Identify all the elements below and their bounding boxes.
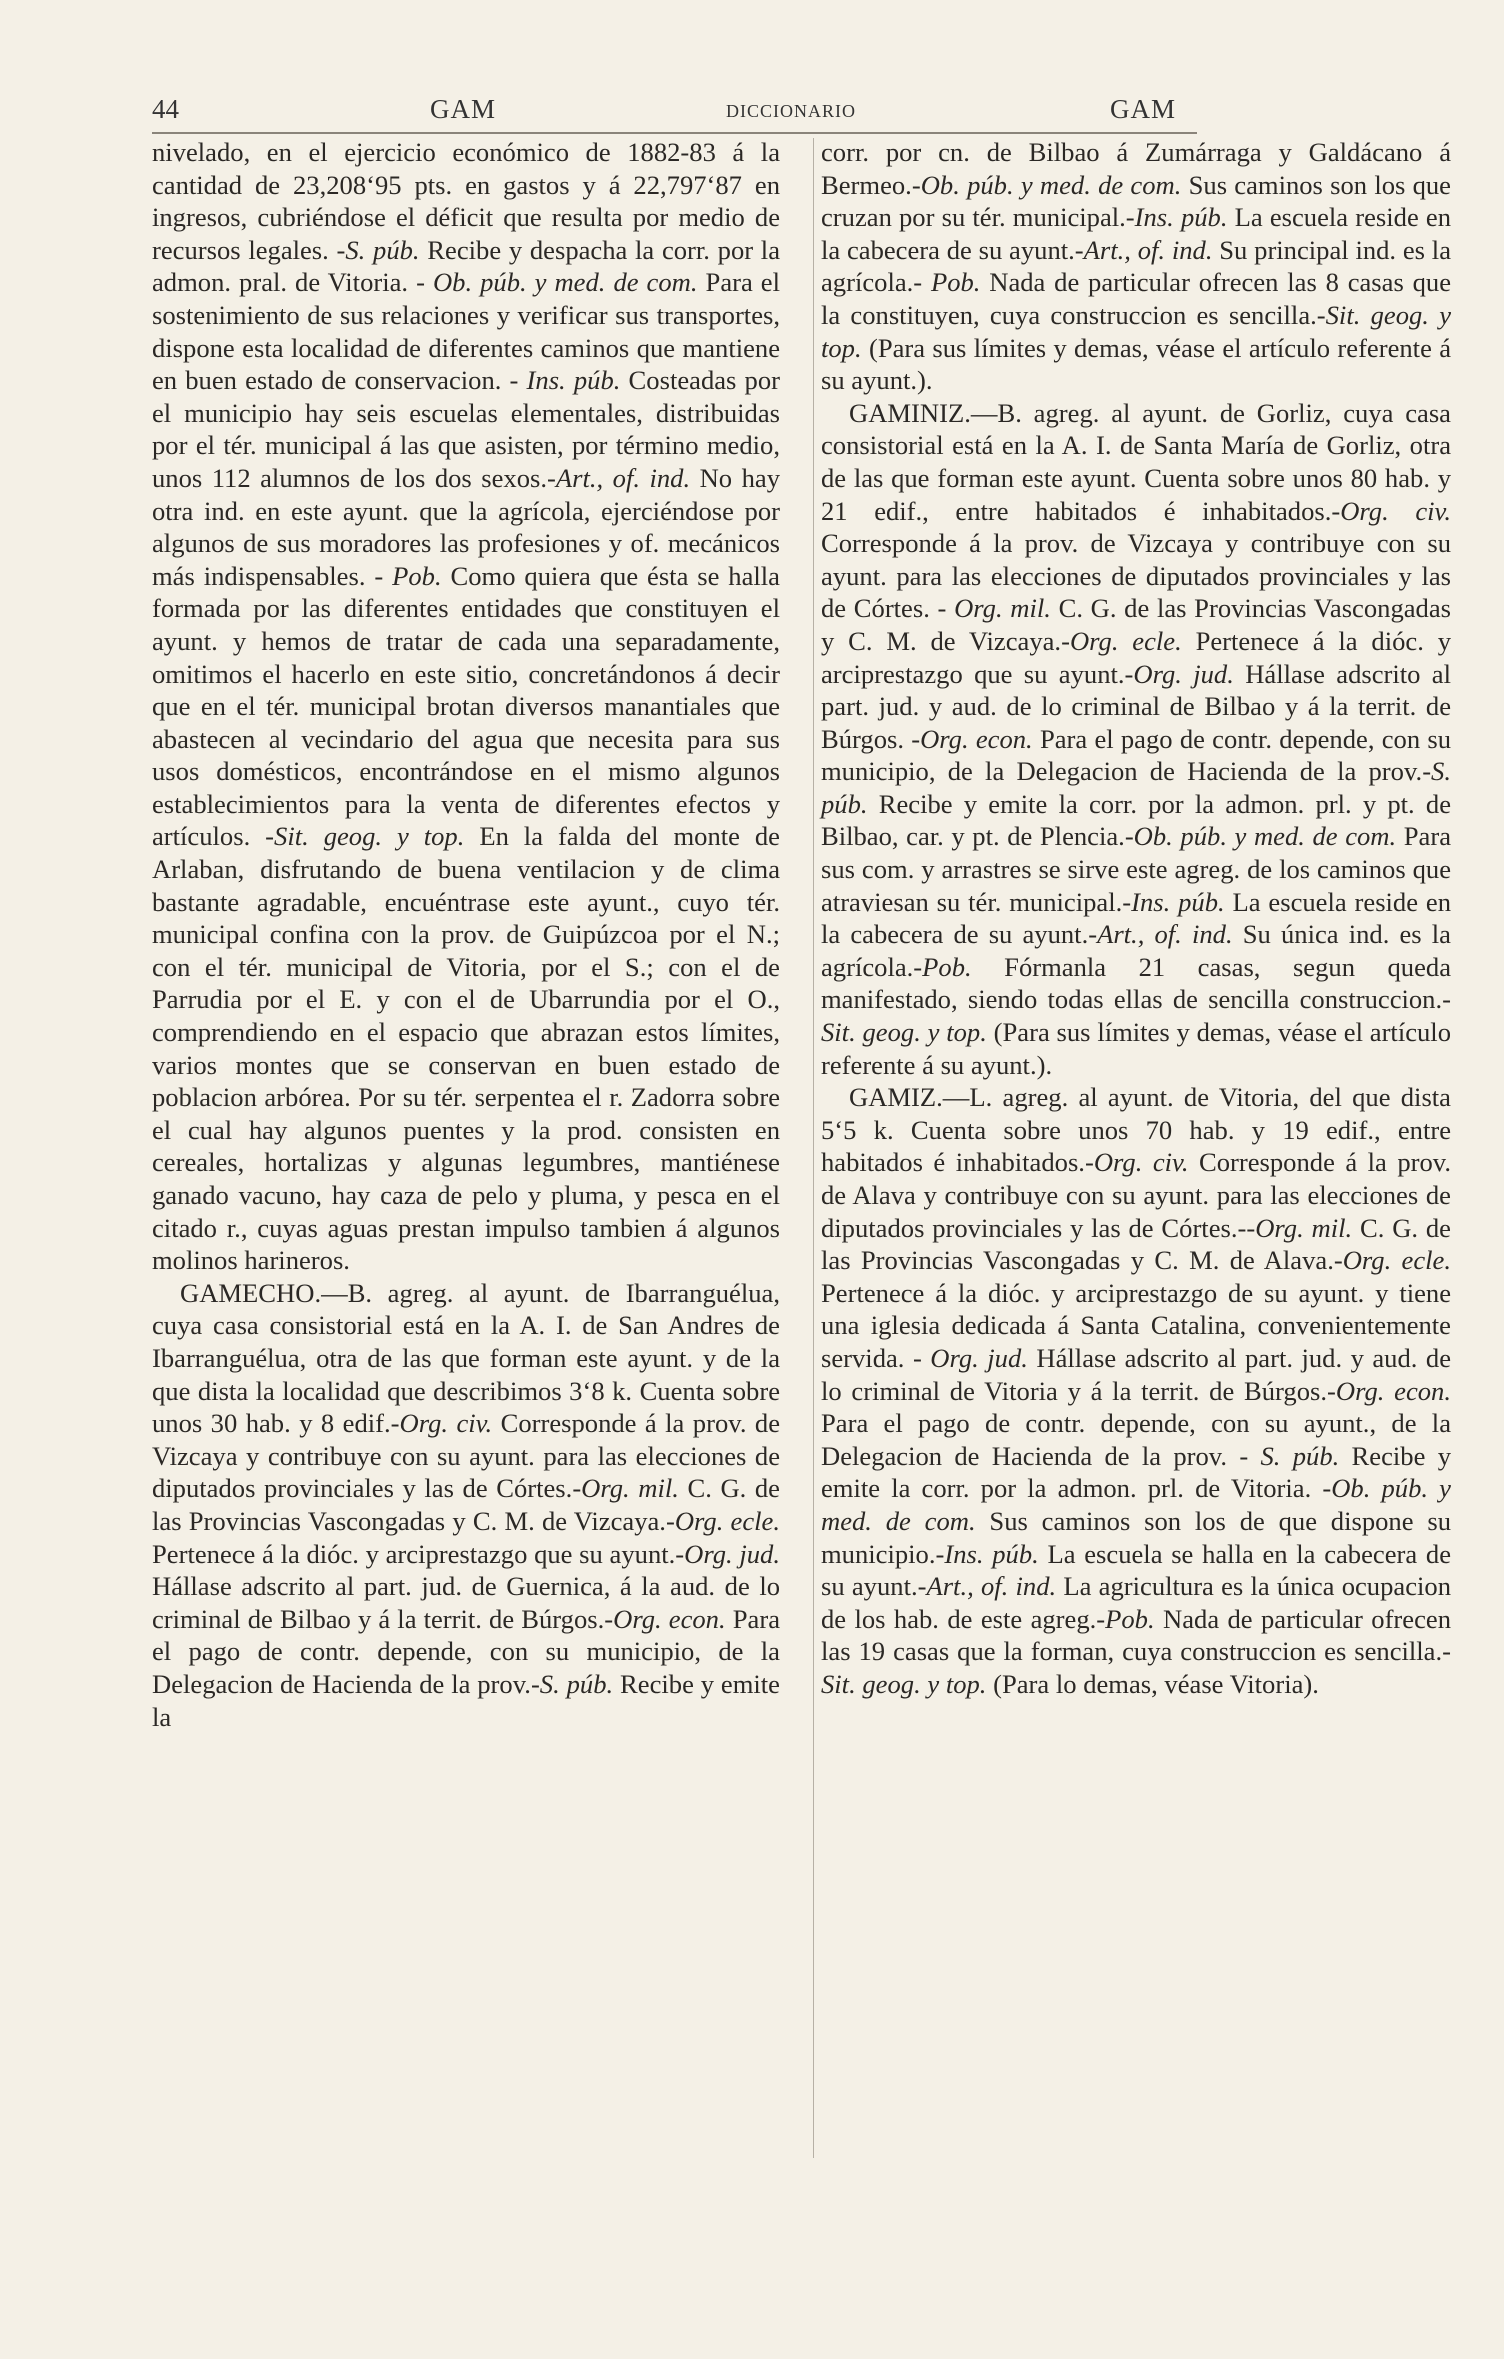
section-label: -Org. econ. xyxy=(911,723,1033,754)
entry-continuation xyxy=(152,136,780,1277)
entry-gamiz xyxy=(821,1081,1451,1700)
section-label: -Ins. púb. xyxy=(935,1538,1039,1569)
text-run: Para el sostenimiento de sus relaciones y verificar sus transportes, dispone esta localidad de diferentes caminos que mantiene en buen estado de conservacion. xyxy=(152,267,780,396)
text-run: Sus caminos son los de que dispone su municipio. xyxy=(821,1505,1451,1569)
text-run: Para el pago de contr. depende, con su ayunt., de la Delegacion de Hacienda de la prov. xyxy=(821,1408,1451,1471)
section-label: - Pob. xyxy=(913,267,981,298)
section-label: - Ins. púb. xyxy=(509,365,621,396)
section-label: -S. púb. xyxy=(336,234,420,265)
text-run: Para sus com. y arrastres se sirve este agreg. de los caminos que atraviesan su tér. municipal. xyxy=(821,821,1452,917)
text-run: C. G. de las Provincias Vascongadas y C. M. de Vizcaya. xyxy=(821,593,1452,656)
entry-continuation-right xyxy=(821,136,1451,397)
text-run: Recibe y emite la xyxy=(152,1668,780,1732)
section-label: --Org. mil. xyxy=(1237,1212,1353,1243)
right-column xyxy=(821,136,1451,1701)
section-label: -Org. econ. xyxy=(604,1603,726,1634)
text-run: Corresponde á la prov. de Vizcaya y contribuye con su ayunt. para las elecciones de diputados provinciales y las de Córtes. xyxy=(152,1408,781,1504)
text-run: Sus caminos son los que cruzan por su tér. municipal. xyxy=(821,169,1451,233)
section-label: -Org. civ. xyxy=(1084,1147,1189,1178)
column-divider xyxy=(813,138,814,2158)
section-label: - Pob. xyxy=(374,560,442,591)
text-run: Su principal ind. es la agrícola. xyxy=(821,234,1451,298)
text-run: La agricultura es la única ocupacion de los hab. de este agreg. xyxy=(821,1571,1451,1634)
text-run: En la falda del monte de Arlaban, disfrutando de buena ventilacion y de clima bastante agradable, encuéntrase este ayunt., cuyo tér. municipal confina con la prov. de Guipúzcoa por el N.; con el tér. municipal de Vitoria, por el S.; con el de Parrudia por el E. y con el de Ubarrundia por el O., comprendiendo en el espacio que abrazan estos límites, varios montes que se conservan en buen estado de poblacion arbórea. Por su tér. serpentea el r. Zadorra sobre el cual hay algunos puentes y la prod. consisten en cereales, hortalizas y algunas legumbres, mantiénese ganado vacuno, hay caza de pelo y pluma, y pesca en el citado r., cuyas aguas prestan impulso tambien á algunos molinos harineros. xyxy=(152,821,780,1276)
section-label: -Sit. geog. y top. xyxy=(821,299,1451,363)
page-header xyxy=(152,94,1197,134)
text-run: Recibe y despacha la corr. por la admon. pral. de Vitoria. xyxy=(152,234,781,298)
text-run: (Para sus límites y demas, véase el artículo referente á su ayunt.). xyxy=(821,332,1451,396)
text-run: corr. por cn. de Bilbao á Zumárraga y Galdácano á Bermeo. xyxy=(821,137,1451,200)
left-column xyxy=(152,136,780,1733)
section-label: -Org. ecle. xyxy=(1061,625,1182,656)
section-label: -S. púb. xyxy=(821,756,1451,819)
right-guide-word: GAM xyxy=(1110,94,1177,124)
section-label: -Pob. xyxy=(913,951,972,982)
section-label: -Art., of. ind. xyxy=(917,1571,1057,1602)
section-label: -Org. ecle. xyxy=(1333,1245,1452,1276)
section-label: -Org. mil. xyxy=(572,1473,679,1504)
text-run: Para el pago de contr. depende, con su municipio, de la Delegacion de Hacienda de la prov. xyxy=(152,1603,780,1699)
section-label: -Org. ecle. xyxy=(665,1505,781,1536)
text-run: GAMECHO.—B. agreg. al ayunt. de Ibarranguélua, cuya casa consistorial está en la A. I. de San Andres de Ibarranguélua, otra de las que forman este ayunt. y de la que dista la localidad que describimos 3‘8 k. Cuenta sobre unos 30 hab. y 8 edif. xyxy=(152,1277,780,1439)
left-guide-word: GAM xyxy=(430,94,497,124)
text-run: La escuela reside en la cabecera de su ayunt. xyxy=(821,202,1451,265)
section-label: -Ins. púb. xyxy=(1122,886,1225,917)
section-label: -Sit. geog. y top. xyxy=(821,1636,1451,1699)
section-label: -Org. civ. xyxy=(390,1408,493,1439)
section-label: -Sit. geog. y top. xyxy=(265,821,465,852)
section-label: -Ob. púb. y med. de com. xyxy=(1124,821,1397,852)
text-run: C. G. de las Provincias Vascongadas y C. M. de Vizcaya. xyxy=(152,1473,780,1536)
text-run: Hállase adscrito al part. jud. y aud. de lo criminal de Vitoria y á la territ. de Búrgos. xyxy=(821,1342,1452,1406)
text-run: (Para lo demas, véase Vitoria). xyxy=(986,1668,1319,1699)
text-run: La escuela se halla en la cabecera de su ayunt. xyxy=(821,1538,1451,1602)
text-run: GAMINIZ.—B. agreg. al ayunt. de Gorliz, cuya casa consistorial está en la A. I. de Santa María de Gorliz, otra de las que forman este ayunt. Cuenta sobre unos 80 hab. y 21 edif., entre habitados é inhabitados. xyxy=(821,397,1451,526)
entry-gamecho xyxy=(152,1277,780,1733)
section-label: -Ob. púb. y med. de com. xyxy=(911,169,1182,200)
text-run: Para el pago de contr. depende, con su municipio, de la Delegacion de Hacienda de la prov. xyxy=(821,723,1451,787)
section-label: -Org. jud. xyxy=(675,1538,780,1569)
text-run: No hay otra ind. en este ayunt. que la agrícola, ejerciéndose por algunos de sus moradores las profesiones y of. mecánicos más indispensables. xyxy=(152,462,780,591)
text-run: Corresponde á la prov. de Vizcaya y contribuye con su ayunt. para las elecciones de diputados provinciales y las de Córtes. xyxy=(821,528,1451,624)
section-label: -Art., of. ind. xyxy=(1088,919,1233,950)
text-run: Nada de particular ofrecen las 19 casas que la forman, cuya construccion es sencilla. xyxy=(821,1603,1451,1667)
header-rule xyxy=(152,132,1197,134)
text-run: GAMIZ.—L. agreg. al ayunt. de Vitoria, del que dista 5‘5 k. Cuenta sobre unos 70 hab. y 19 edif., entre habitados é inhabitados. xyxy=(821,1082,1451,1178)
entry-gaminiz xyxy=(821,397,1451,1081)
text-run: Recibe y emite la corr. por la admon. prl. y pt. de Bilbao, car. y pt. de Plencia. xyxy=(821,788,1451,852)
text-run: Fórmanla 21 casas, segun queda manifestado, siendo todas ellas de sencilla construccion. xyxy=(821,951,1451,1015)
text-run: (Para sus límites y demas, véase el artículo referente á su ayunt.). xyxy=(821,1017,1451,1080)
section-label: -Org. jud. xyxy=(1124,658,1234,689)
text-run: Hállase adscrito al part. jud. y aud. de lo criminal de Bilbao y á la territ. de Búrgos. xyxy=(821,658,1451,754)
text-run: Pertenece á la dióc. y arciprestazgo que su ayunt. xyxy=(821,625,1451,689)
text-run: Pertenece á la dióc. y arciprestazgo de su ayunt. y tiene una iglesia dedicada á Santa Catalina, convenientemente servida. xyxy=(821,1277,1451,1373)
section-label: - Org. jud. xyxy=(912,1342,1028,1373)
text-run: Recibe y emite la corr. por la admon. prl. de Vitoria. xyxy=(821,1440,1451,1504)
section-label: -Art., of. ind. xyxy=(547,462,691,493)
text-run: C. G. de las Provincias Vascongadas y C. M. de Alava. xyxy=(821,1212,1451,1276)
text-run: Como quiera que ésta se halla formada por las diferentes entidades que constituyen el ayunt. y hemos de tratar de cada una separadamente, omitimos el hacerlo en este sitio, concretándonos á decir que en el tér. municipal brotan diversos manantiales que abastecen al vecindario del agua que necesita para sus usos domésticos, encontrándose en el mismo algunos establecimientos para la venta de diferentes efectos y artículos. xyxy=(152,560,780,852)
section-label: -S. púb. xyxy=(530,1668,614,1699)
section-label: -Art., of. ind. xyxy=(1074,234,1213,265)
section-label: -Ins. púb. xyxy=(1125,202,1228,233)
page-number: 44 xyxy=(152,94,179,124)
section-label: - S. púb. xyxy=(1239,1440,1340,1471)
text-run: Corresponde á la prov. de Alava y contribuye con su ayunt. para las elecciones de diputados provinciales y las de Córtes. xyxy=(821,1147,1452,1243)
text-run: La escuela reside en la cabecera de su ayunt. xyxy=(821,886,1451,950)
text-run: Costeadas por el municipio hay seis escuelas elementales, distribuidas por el tér. municipal á las que asisten, por término medio, unos 112 alumnos de los dos sexos. xyxy=(152,365,780,493)
section-label: -Ob. púb. y med. de com. xyxy=(821,1473,1451,1536)
section-label: -Org. econ. xyxy=(1327,1375,1451,1406)
section-label: -Sit. geog. y top. xyxy=(821,984,1451,1048)
text-run: Hállase adscrito al part. jud. de Guernica, á la aud. de lo criminal de Bilbao y á la territ. de Búrgos. xyxy=(152,1571,780,1634)
section-label: -Pob. xyxy=(1096,1603,1155,1634)
running-title: DICCIONARIO xyxy=(726,101,856,121)
text-run: Pertenece á la dióc. y arciprestazgo que su ayunt. xyxy=(152,1538,676,1569)
text-run: nivelado, en el ejercicio económico de 1882-83 á la cantidad de 23,208‘95 pts. en gastos y á 22,797‘87 en ingresos, cubriéndose el déficit que resulta por medio de recursos legales. xyxy=(152,137,780,265)
section-label: - Ob. púb. y med. de com. xyxy=(416,267,698,298)
text-run: Nada de particular ofrecen las 8 casas que la constituyen, cuya construccion es sencilla. xyxy=(821,267,1452,330)
section-label: -Org. civ. xyxy=(1331,495,1451,526)
section-label: - Org. mil. xyxy=(937,593,1051,624)
text-run: Su única ind. es la agrícola. xyxy=(821,919,1451,982)
